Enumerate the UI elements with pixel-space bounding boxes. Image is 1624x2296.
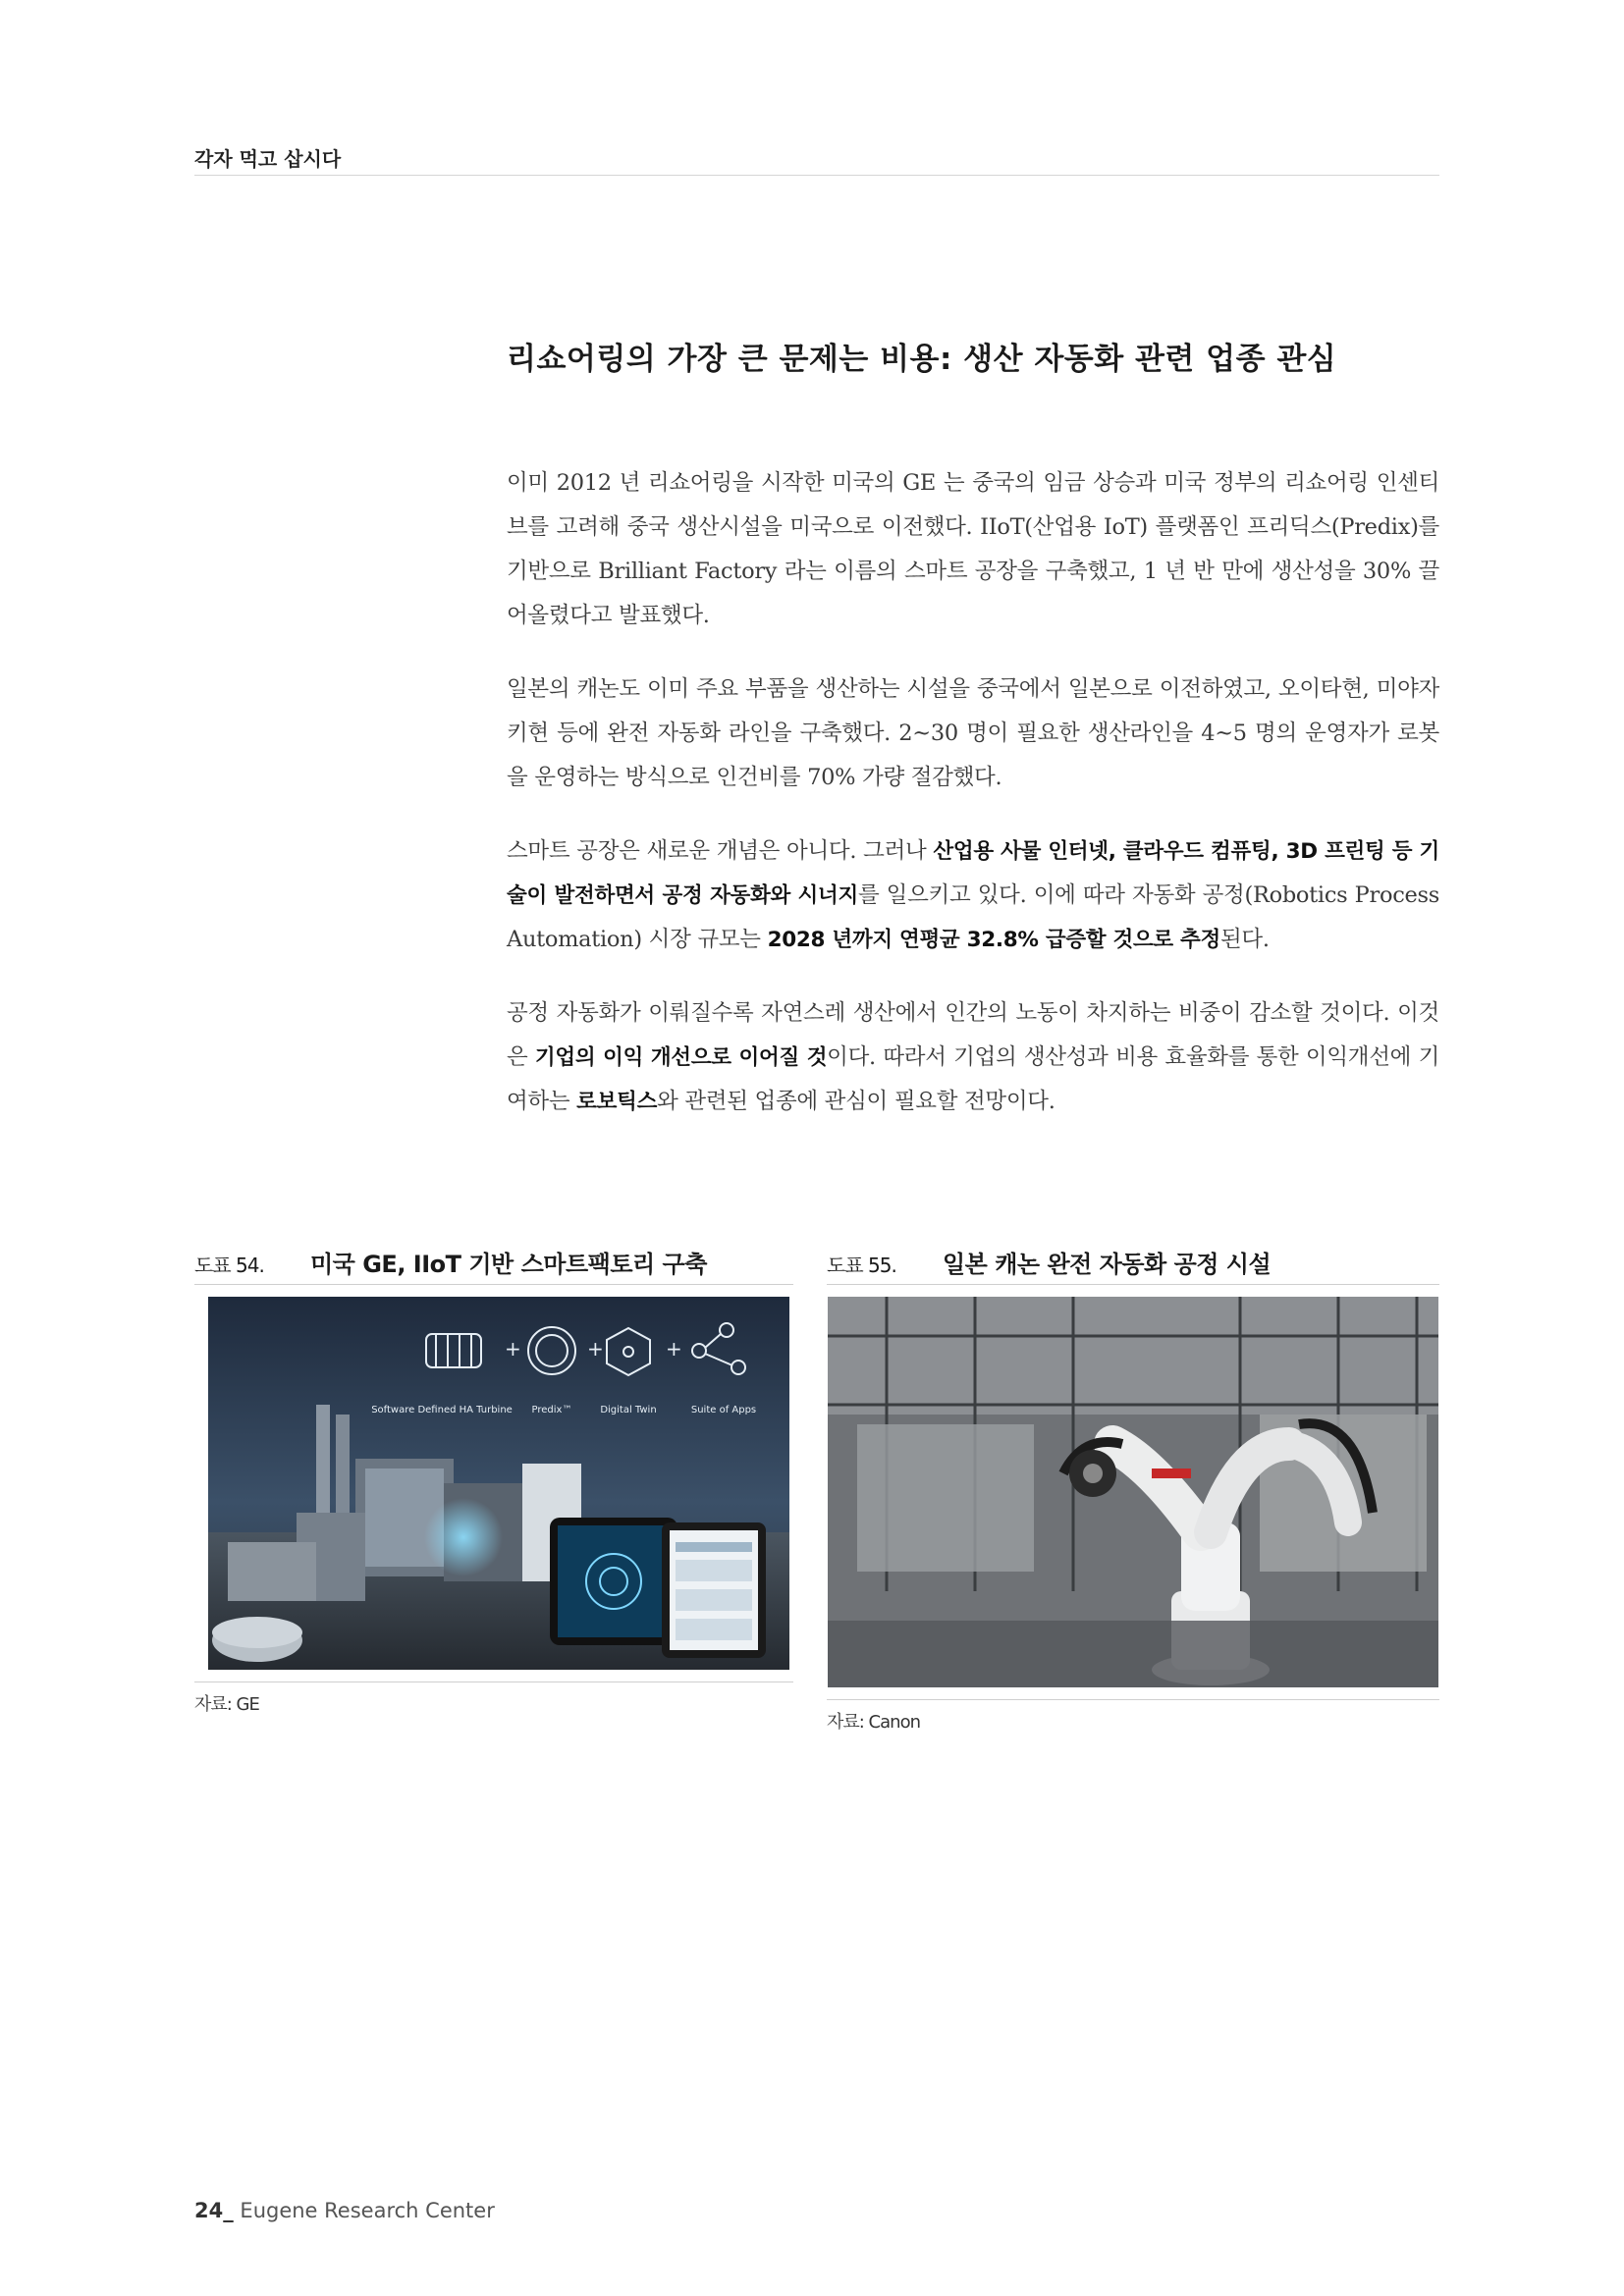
figure-number: 도표 54. [194,1254,264,1277]
paragraph-3 [507,829,1439,962]
svg-text:+: + [666,1337,682,1361]
page-number: 24_ [194,2199,234,2222]
footer-org: Eugene Research Center [240,2199,495,2222]
paragraph-4-emphasis: 기업의 이익 개선으로 이어질 것 [534,1045,828,1070]
image-label: Suite of Apps [690,1405,757,1415]
paragraph-3-emphasis: 2028 년까지 연평균 32.8% 급증할 것으로 추정 [767,928,1220,952]
paragraph-1: 이미 2012 년 리쇼어링을 시작한 미국의 GE 는 중국의 임금 상승과 미국 정부의 리쇼어링 인센티브를 고려해 중국 생산시설을 미국으로 이전했다. IIoT(산업용 IoT) 플랫폼인 프리딕스(Predix)를 기반으로 Brilliant Factory 라는 이름의 스마트 공장을 구축했고, 1 년 반 만에 생산성을 30% 끌어올렸다고 발표했다. [507,470,1439,628]
paragraph-3-text: 스마트 공장은 새로운 개념은 아니다. 그러나 [507,838,934,864]
figure-number: 도표 55. [827,1254,896,1277]
figure-title: 일본 캐논 완전 자동화 공정 시설 [943,1251,1272,1278]
paragraph-2: 일본의 캐논도 이미 주요 부품을 생산하는 시설을 중국에서 일본으로 이전하였고, 오이타현, 미야자키현 등에 완전 자동화 라인을 구축했다. 2~30 명이 필요한 생산라인을 4~5 명의 운영자가 로봇을 운영하는 방식으로 인건비를 70% 가량 절감했다. [507,676,1439,790]
ge-smart-factory-image [208,1297,789,1670]
figure-source: 자료: Canon [827,1712,920,1733]
image-label: Software Defined HA Turbine [371,1405,513,1415]
running-header: 각자 먹고 삽시다 [194,147,342,171]
canon-automation-image [828,1297,1438,1687]
figure-caption [194,1245,793,1280]
paragraph-3-emphasis: 산업용 사물 인터넷, 클라우드 컴퓨팅, 3D 프린팅 등 기술이 발전하면서 공정 자동화와 시너지 [507,839,1440,908]
figure-54 [194,1245,793,1716]
figure-caption [827,1245,1439,1280]
figure-rule-top [827,1284,1439,1285]
page-footer [194,2199,495,2222]
paragraph-3-text: 를 일으키고 있다. 이에 따라 자동화 공정(Robotics Process Automation) 시장 규모는 [507,882,1440,952]
image-label: Predix™ [531,1405,572,1415]
section-title: 리쇼어링의 가장 큰 문제는 비용: 생산 자동화 관련 업종 관심 [507,342,1337,377]
paragraph-4-text: 이다. 따라서 기업의 생산성과 비용 효율화를 통한 이익개선에 기여하는 [507,1044,1439,1114]
body-text [507,461,1439,1153]
header-divider [194,175,1439,176]
figure-title: 미국 GE, IIoT 기반 스마트팩토리 구축 [310,1251,707,1278]
figure-rule-top [194,1284,793,1285]
paragraph-4-text: 와 관련된 업종에 관심이 필요할 전망이다. [657,1089,1056,1114]
figure-rule-bottom [827,1699,1439,1700]
svg-text:+: + [587,1337,604,1361]
image-label: Digital Twin [600,1405,657,1415]
paragraph-4-text: 공정 자동화가 이뤄질수록 자연스레 생산에서 인간의 노동이 차지하는 비중이 감소할 것이다. 이것은 [507,1000,1439,1070]
paragraph-4 [507,991,1439,1124]
paragraph-4-emphasis: 로보틱스 [576,1090,658,1114]
paragraph-3-text: 된다. [1219,927,1270,952]
svg-text:+: + [505,1337,521,1361]
figure-source: 자료: GE [194,1694,259,1715]
figure-55 [827,1245,1439,1734]
